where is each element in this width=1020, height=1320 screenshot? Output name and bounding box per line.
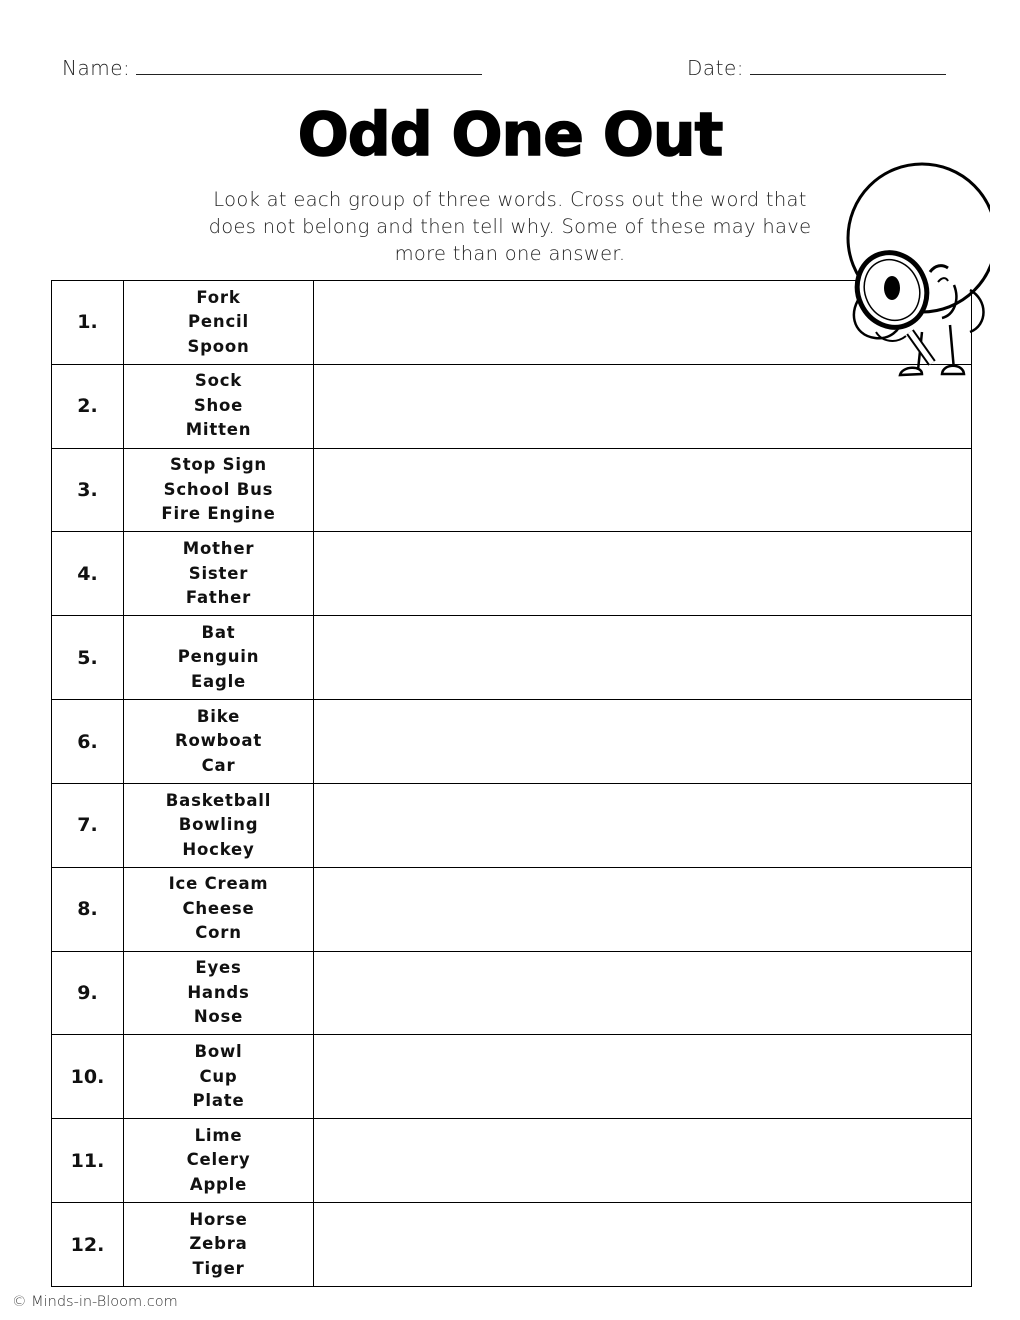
copyright-footer: © Minds-in-Bloom.com [12, 1294, 178, 1310]
answer-cell[interactable] [314, 867, 972, 951]
name-blank-line[interactable] [136, 56, 482, 75]
word-group [124, 448, 314, 532]
word-item[interactable]: Celery [186, 1150, 251, 1170]
word-item[interactable]: Fork [196, 287, 241, 307]
word-item[interactable]: Basketball [165, 790, 272, 810]
word-item[interactable]: Car [201, 755, 236, 775]
word-item[interactable]: School Bus [163, 479, 274, 499]
row-number: 11. [52, 1119, 124, 1203]
word-item[interactable]: Pencil [188, 312, 249, 332]
word-group [124, 1119, 314, 1203]
word-group [124, 700, 314, 784]
word-item[interactable]: Eyes [195, 958, 242, 978]
row-number: 10. [52, 1035, 124, 1119]
row-number: 3. [52, 448, 124, 532]
name-label: Name: [62, 56, 131, 80]
word-item[interactable]: Bowl [194, 1042, 243, 1062]
answer-cell[interactable] [314, 700, 972, 784]
word-group [124, 1203, 314, 1287]
table-row [52, 616, 972, 700]
row-number: 9. [52, 951, 124, 1035]
row-number: 5. [52, 616, 124, 700]
word-item[interactable]: Sister [188, 563, 249, 583]
table-row [52, 448, 972, 532]
magnifying-glass-character-icon [830, 160, 990, 385]
table-row [52, 951, 972, 1035]
name-field[interactable] [62, 56, 482, 80]
row-number: 6. [52, 700, 124, 784]
word-group [124, 364, 314, 448]
table-row [52, 700, 972, 784]
word-item[interactable]: Bat [201, 622, 236, 642]
table-row [52, 1203, 972, 1287]
word-item[interactable]: Eagle [190, 671, 247, 691]
answer-cell[interactable] [314, 951, 972, 1035]
table-row [52, 1119, 972, 1203]
row-number: 7. [52, 783, 124, 867]
answer-cell[interactable] [314, 1035, 972, 1119]
word-item[interactable]: Mitten [185, 420, 252, 440]
table-row [52, 783, 972, 867]
word-item[interactable]: Corn [195, 923, 242, 943]
page-title: Odd One Out [297, 100, 723, 170]
row-number: 4. [52, 532, 124, 616]
word-item[interactable]: Cheese [182, 898, 255, 918]
word-item[interactable]: Zebra [189, 1234, 248, 1254]
word-item[interactable]: Hockey [182, 839, 255, 859]
word-item[interactable]: Tiger [192, 1258, 245, 1278]
answer-cell[interactable] [314, 532, 972, 616]
word-item[interactable]: Plate [192, 1091, 245, 1111]
answer-cell[interactable] [314, 1203, 972, 1287]
word-group [124, 616, 314, 700]
word-item[interactable]: Stop Sign [170, 455, 267, 475]
word-item[interactable]: Shoe [193, 395, 244, 415]
date-blank-line[interactable] [750, 56, 946, 75]
word-item[interactable]: Hands [187, 982, 250, 1002]
word-item[interactable]: Mother [182, 539, 255, 559]
date-field[interactable] [687, 56, 946, 80]
word-item[interactable]: Rowboat [174, 731, 263, 751]
answer-cell[interactable] [314, 783, 972, 867]
word-item[interactable]: Father [185, 588, 252, 608]
word-item[interactable]: Ice Cream [168, 874, 269, 894]
word-item[interactable]: Bike [196, 706, 241, 726]
word-item[interactable]: Cup [199, 1066, 238, 1086]
instructions-text: Look at each group of three words. Cross out the word that does not belong and then tell why. Some of these may have more than one answer. [208, 188, 812, 265]
word-item[interactable]: Sock [194, 371, 243, 391]
date-label: Date: [687, 56, 745, 80]
answer-cell[interactable] [314, 616, 972, 700]
row-number: 8. [52, 867, 124, 951]
word-group [124, 532, 314, 616]
word-group [124, 281, 314, 365]
odd-one-out-table [51, 280, 972, 1287]
answer-cell[interactable] [314, 1119, 972, 1203]
word-item[interactable]: Nose [193, 1007, 244, 1027]
word-item[interactable]: Spoon [187, 336, 250, 356]
word-group [124, 1035, 314, 1119]
word-group [124, 783, 314, 867]
word-item[interactable]: Bowling [178, 815, 259, 835]
answer-cell[interactable] [314, 448, 972, 532]
word-item[interactable]: Horse [189, 1209, 248, 1229]
row-number: 2. [52, 364, 124, 448]
word-item[interactable]: Fire Engine [161, 504, 276, 524]
word-group [124, 951, 314, 1035]
table-row [52, 532, 972, 616]
word-item[interactable]: Apple [189, 1174, 248, 1194]
word-item[interactable]: Penguin [177, 647, 260, 667]
table-row [52, 867, 972, 951]
row-number: 1. [52, 281, 124, 365]
table-row [52, 1035, 972, 1119]
word-group [124, 867, 314, 951]
word-item[interactable]: Lime [194, 1125, 243, 1145]
row-number: 12. [52, 1203, 124, 1287]
